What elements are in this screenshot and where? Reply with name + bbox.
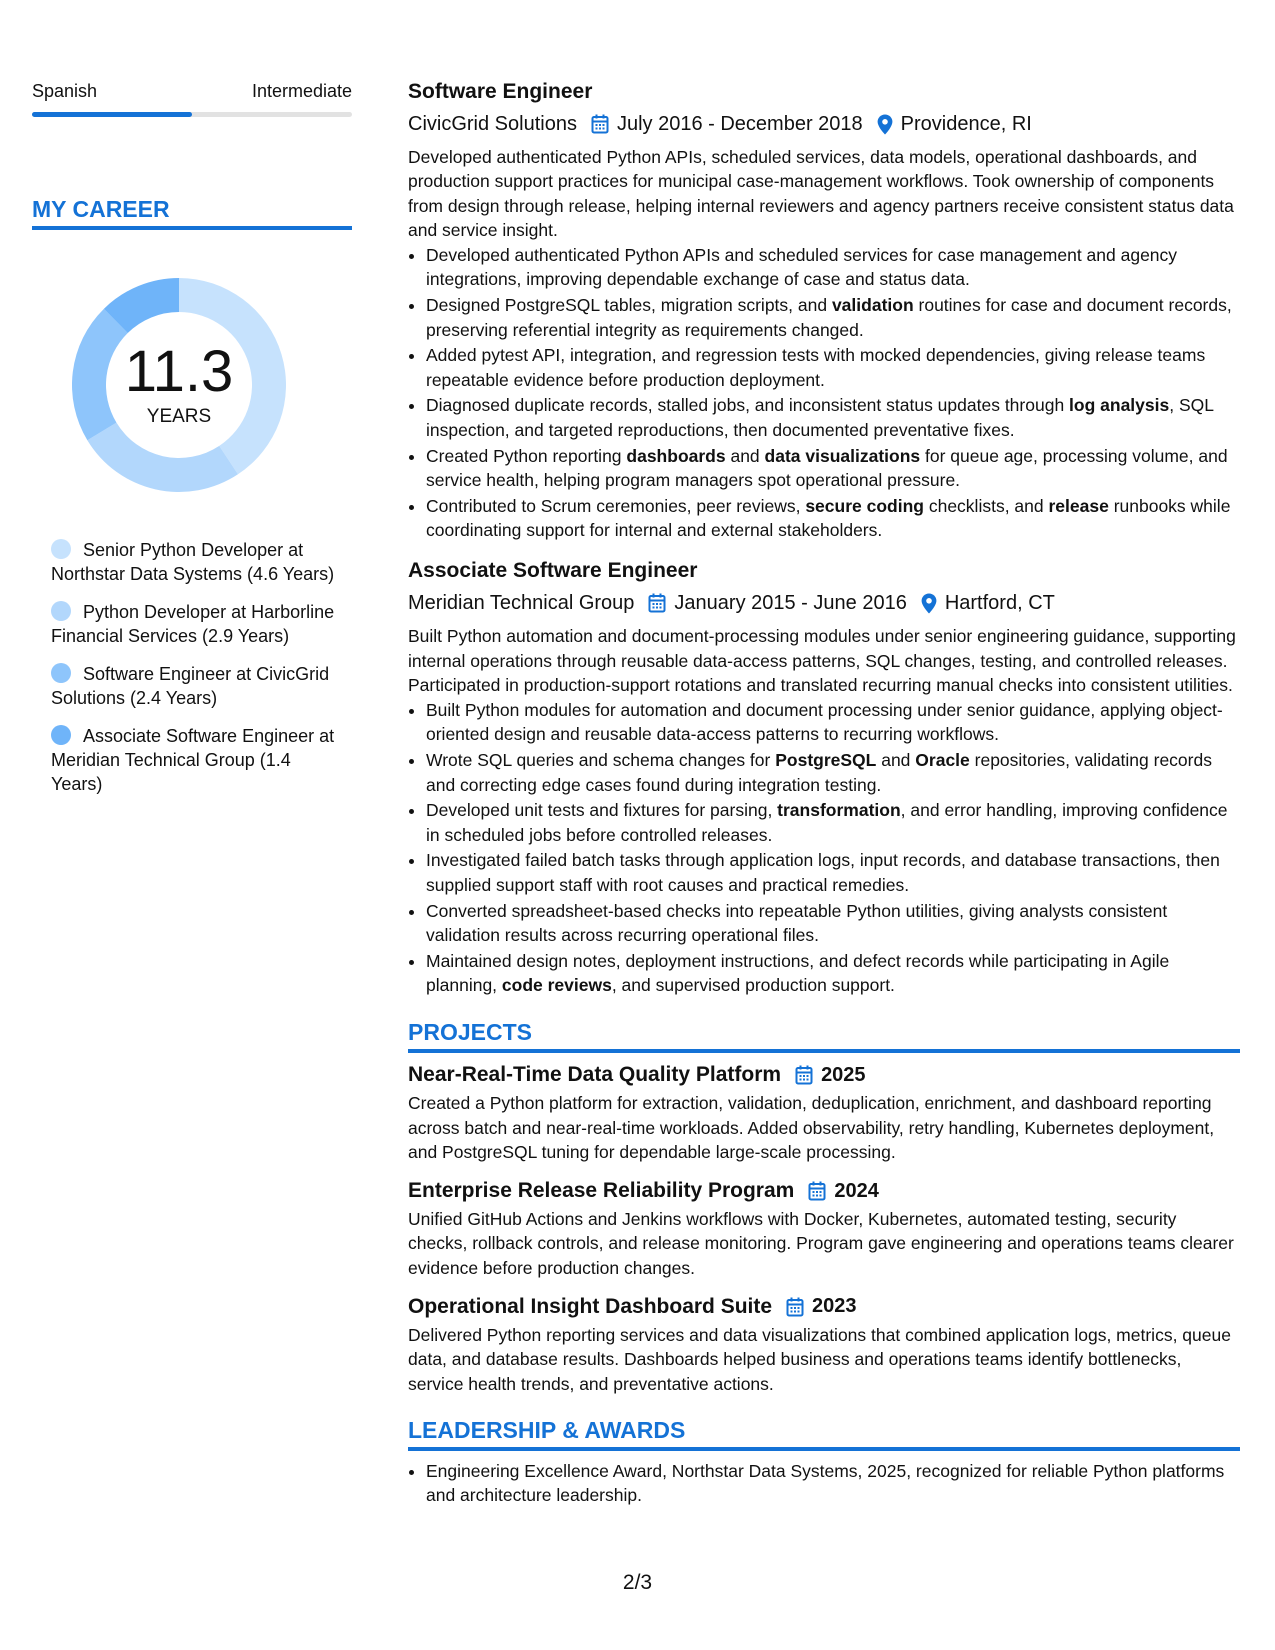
legend-color-dot <box>51 725 71 745</box>
career-legend-item <box>51 724 341 796</box>
career-total-value: 11.3 <box>124 339 234 404</box>
job-dates: January 2015 - June 2016 <box>674 592 907 615</box>
language-proficiency-bar <box>32 112 352 117</box>
job-bullet: • Converted spreadsheet-based checks into repeatable Python utilities, giving analysts consistent validation results across recurring operational files. <box>426 899 1240 948</box>
experience-entry <box>408 557 1240 997</box>
career-legend-label: Software Engineer at CivicGrid Solutions (2.4 Years) <box>51 664 330 708</box>
job-bullet: • Investigated failed batch tasks through application logs, input records, and database transactions, then supplied support staff with root causes and practical remedies. <box>426 848 1240 897</box>
job-summary: Built Python automation and document-processing modules under senior engineering guidance, supporting internal operations through reusable data-access patterns, SQL changes, testing, and controlled releases. Participated in production-support rotations and translated recurring manual checks into consistent utilities. <box>408 626 1236 695</box>
job-bullet: • Contributed to Scrum ceremonies, peer reviews, secure coding checklists, and release runbooks while coordinating support for internal and external stakeholders. <box>426 494 1240 543</box>
job-title: Associate Software Engineer <box>408 559 698 583</box>
award-item: • Engineering Excellence Award, Northstar Data Systems, 2025, recognized for reliable Python platforms and architecture leadership. <box>426 1459 1240 1508</box>
career-legend-item <box>51 538 341 586</box>
project-description: Created a Python platform for extraction, validation, deduplication, enrichment, and dashboard reporting across batch and near-real-time workloads. Added observability, retry handling, Kubernetes deployment, and PostgreSQL tuning for dependable large-scale processing. <box>408 1093 1215 1162</box>
job-bullet: • Wrote SQL queries and schema changes for PostgreSQL and Oracle repositories, validating records and correcting edge cases found during integration testing. <box>426 748 1240 797</box>
donut-segment <box>87 423 238 492</box>
left-column <box>32 80 352 810</box>
job-bullet: • Developed unit tests and fixtures for parsing, transformation, and error handling, improving confidence in scheduled jobs before controlled releases. <box>426 798 1240 847</box>
legend-color-dot <box>51 601 71 621</box>
job-summary: Developed authenticated Python APIs, scheduled services, data models, operational dashboards, and production support practices for municipal case-management workflows. Took ownership of components from design through release, helping internal reviewers and agency partners receive consistent status data and service insight. <box>408 147 1234 240</box>
company-name: Meridian Technical Group <box>408 592 635 615</box>
career-legend-item <box>51 600 341 648</box>
languages-list <box>32 80 352 117</box>
career-donut-chart <box>64 270 294 500</box>
project-entry <box>408 1293 1240 1396</box>
project-description: Unified GitHub Actions and Jenkins workflows with Docker, Kubernetes, automated testing, security checks, rollback controls, and release monitoring. Program gave engineering and operations teams clearer evidence before production changes. <box>408 1209 1234 1278</box>
career-section-title: MY CAREER <box>32 195 352 230</box>
job-bullets <box>408 698 1240 997</box>
job-dates: July 2016 - December 2018 <box>616 113 863 135</box>
awards-list <box>408 1459 1240 1508</box>
calendar-icon <box>648 593 666 613</box>
job-bullet: • Maintained design notes, deployment instructions, and defect records while participating in Agile planning, code reviews, and supervised production support. <box>426 949 1240 998</box>
language-name: Spanish <box>32 81 98 101</box>
job-bullet: • Designed PostgreSQL tables, migration scripts, and validation routines for case and document records, preserving referential integrity as requirements changed. <box>426 293 1240 342</box>
project-year: 2023 <box>812 1295 857 1318</box>
leadership-section-title: LEADERSHIP & AWARDS <box>408 1416 1240 1451</box>
calendar-icon <box>786 1297 804 1317</box>
career-total-unit: YEARS <box>146 406 212 427</box>
legend-color-dot <box>51 663 71 683</box>
map-pin-icon <box>877 114 893 135</box>
map-pin-icon <box>921 593 937 614</box>
job-bullet: • Created Python reporting dashboards and data visualizations for queue age, processing volume, and service health, helping program managers spot operational pressure. <box>426 444 1240 493</box>
job-meta <box>408 110 1240 138</box>
calendar-icon <box>591 114 609 134</box>
legend-color-dot <box>51 539 71 559</box>
project-name: Near-Real-Time Data Quality Platform <box>408 1063 782 1087</box>
job-bullet: • Diagnosed duplicate records, stalled jobs, and inconsistent status updates through log analysis, SQL inspection, and targeted reproductions, then documented preventative fixes. <box>426 393 1240 442</box>
experience-entry <box>408 78 1240 542</box>
job-location: Providence, RI <box>900 113 1032 135</box>
calendar-icon <box>795 1065 813 1085</box>
career-legend <box>51 538 341 796</box>
project-entry <box>408 1061 1240 1164</box>
job-bullet: • Built Python modules for automation and document processing under senior guidance, applying object-oriented design and reusable data-access patterns to recurring workflows. <box>426 698 1240 747</box>
job-meta <box>408 589 1240 617</box>
job-bullets <box>408 243 1240 542</box>
job-bullet: • Developed authenticated Python APIs and scheduled services for case management and agency integrations, improving dependable exchange of case and status data. <box>426 243 1240 292</box>
experience-section <box>408 78 1240 997</box>
job-title: Software Engineer <box>408 80 593 103</box>
project-description: Delivered Python reporting services and data visualizations that combined application logs, metrics, queue data, and database results. Dashboards helped business and operations teams identify bottlenecks, service health trends, and preventative actions. <box>408 1324 1231 1394</box>
company-name: CivicGrid Solutions <box>408 113 577 135</box>
job-location: Hartford, CT <box>944 592 1055 615</box>
project-year: 2024 <box>834 1179 879 1202</box>
language-item <box>32 80 352 117</box>
language-level: Intermediate <box>251 81 352 101</box>
project-entry <box>408 1177 1240 1280</box>
language-proficiency-fill <box>32 112 192 117</box>
career-legend-item <box>51 662 341 710</box>
projects-list <box>408 1061 1240 1396</box>
calendar-icon <box>808 1181 826 1201</box>
job-bullet: • Added pytest API, integration, and regression tests with mocked dependencies, giving release teams repeatable evidence before production deployment. <box>426 343 1240 392</box>
career-legend-label: Python Developer at Harborline Financial Services (2.9 Years) <box>51 602 335 646</box>
career-legend-label: Senior Python Developer at Northstar Data Systems (4.6 Years) <box>51 540 335 584</box>
career-legend-label: Associate Software Engineer at Meridian Technical Group (1.4 Years) <box>51 726 335 794</box>
project-name: Enterprise Release Reliability Program <box>408 1179 795 1203</box>
project-name: Operational Insight Dashboard Suite <box>408 1294 773 1318</box>
page-number: 2/3 <box>622 1571 653 1594</box>
project-year: 2025 <box>821 1063 866 1086</box>
right-column <box>408 78 1240 1509</box>
projects-section-title: PROJECTS <box>408 1018 1240 1053</box>
